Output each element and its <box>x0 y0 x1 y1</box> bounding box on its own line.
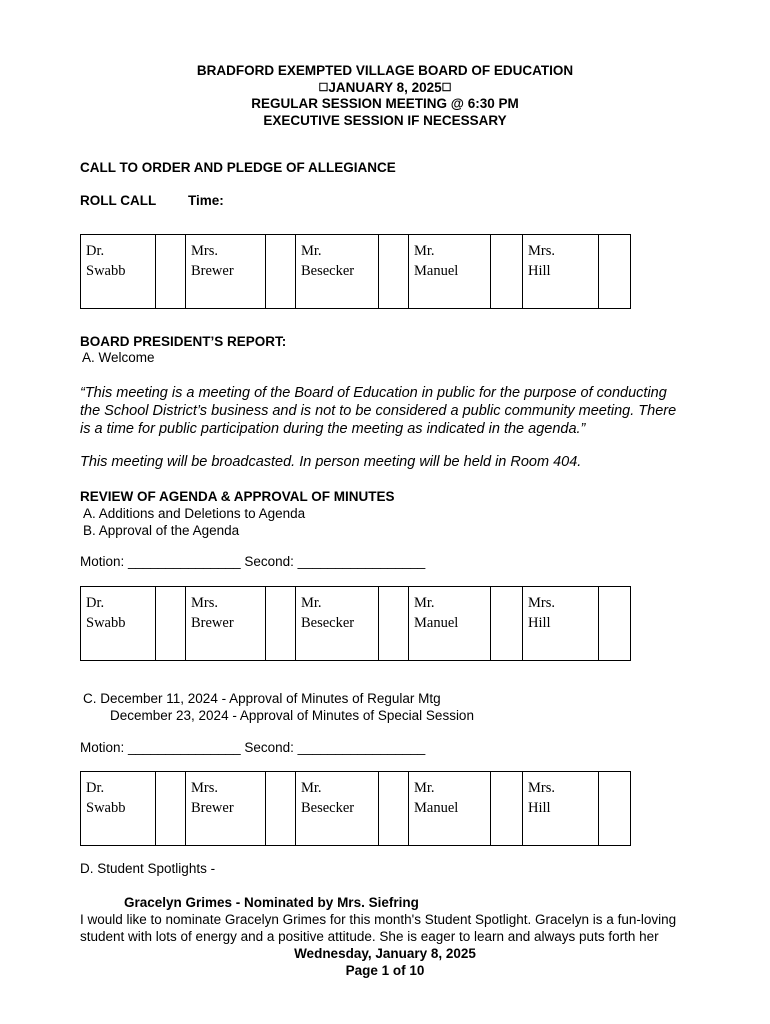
meeting-statement-line: is a time for public participation during the meeting as indicated in the agenda.” <box>80 421 586 437</box>
roll-call-label: ROLL CALL <box>80 193 157 208</box>
member-cell: Mr. Besecker <box>296 235 379 309</box>
vote-cell <box>379 235 409 309</box>
member-cell: Mr. Manuel <box>409 772 491 846</box>
motion-second-line: Motion: _______________ Second: _________________ <box>80 740 426 755</box>
vote-cell <box>599 772 631 846</box>
vote-table-agenda <box>80 586 631 661</box>
vote-cell <box>379 587 409 661</box>
member-cell: Mr. Manuel <box>409 587 491 661</box>
motion-second-line: Motion: _______________ Second: _________________ <box>80 554 426 569</box>
member-cell: Mrs. Brewer <box>186 587 266 661</box>
agenda-item-d: D. Student Spotlights - <box>80 861 216 876</box>
vote-cell <box>379 772 409 846</box>
agenda-item-c: C. December 11, 2024 - Approval of Minutes of Regular Mtg <box>83 691 441 706</box>
session-title: REGULAR SESSION MEETING @ 6:30 PM <box>251 96 519 111</box>
roll-call-table <box>80 234 631 309</box>
member-cell: Dr. Swabb <box>81 772 156 846</box>
roll-call-time-label: Time: <box>188 193 224 208</box>
checkbox-glyph-icon: ☐ <box>318 82 329 94</box>
vote-cell <box>156 587 186 661</box>
call-to-order-heading: CALL TO ORDER AND PLEDGE OF ALLEGIANCE <box>80 160 396 175</box>
spotlight-text-line: student with lots of energy and a positive attitude. She is eager to learn and always puts forth her <box>80 929 659 944</box>
member-cell: Dr. Swabb <box>81 587 156 661</box>
vote-cell <box>599 235 631 309</box>
meeting-date: ☐JANUARY 8, 2025☐ <box>318 80 452 95</box>
review-agenda-heading: REVIEW OF AGENDA & APPROVAL OF MINUTES <box>80 489 395 504</box>
vote-cell <box>156 235 186 309</box>
vote-cell <box>491 587 523 661</box>
executive-session-note: EXECUTIVE SESSION IF NECESSARY <box>263 113 507 128</box>
spotlight-heading: Gracelyn Grimes - Nominated by Mrs. Siefring <box>124 895 419 910</box>
member-cell: Mrs. Hill <box>523 587 599 661</box>
vote-cell <box>599 587 631 661</box>
vote-cell <box>266 235 296 309</box>
meeting-statement-line: “This meeting is a meeting of the Board of Education in public for the purpose of conducting <box>80 385 667 401</box>
footer-date: Wednesday, January 8, 2025 <box>294 946 476 961</box>
page-number: Page 1 of 10 <box>345 963 425 978</box>
member-cell: Mr. Manuel <box>409 235 491 309</box>
agenda-item-a: A. Additions and Deletions to Agenda <box>83 506 306 521</box>
vote-cell <box>156 772 186 846</box>
member-cell: Mrs. Hill <box>523 772 599 846</box>
broadcast-note: This meeting will be broadcasted. In person meeting will be held in Room 404. <box>80 454 582 470</box>
spotlight-text-line: I would like to nominate Gracelyn Grimes for this month's Student Spotlight. Gracelyn is a fun-loving <box>80 912 677 927</box>
agenda-item-c-continued: December 23, 2024 - Approval of Minutes of Special Session <box>110 708 474 723</box>
member-cell: Mr. Besecker <box>296 772 379 846</box>
vote-cell <box>266 772 296 846</box>
member-cell: Dr. Swabb <box>81 235 156 309</box>
agenda-item-b: B. Approval of the Agenda <box>83 523 240 538</box>
meeting-statement-line: the School District’s business and is not to be considered a public community meeting. There <box>80 403 677 419</box>
welcome-item: A. Welcome <box>82 350 155 365</box>
vote-cell <box>266 587 296 661</box>
vote-cell <box>491 235 523 309</box>
president-report-heading: BOARD PRESIDENT’S REPORT: <box>80 334 287 349</box>
vote-table-minutes <box>80 771 631 846</box>
checkbox-glyph-icon: ☐ <box>441 82 452 94</box>
member-cell: Mrs. Hill <box>523 235 599 309</box>
member-cell: Mr. Besecker <box>296 587 379 661</box>
member-cell: Mrs. Brewer <box>186 235 266 309</box>
board-title: BRADFORD EXEMPTED VILLAGE BOARD OF EDUCATION <box>196 63 574 78</box>
member-cell: Mrs. Brewer <box>186 772 266 846</box>
vote-cell <box>491 772 523 846</box>
